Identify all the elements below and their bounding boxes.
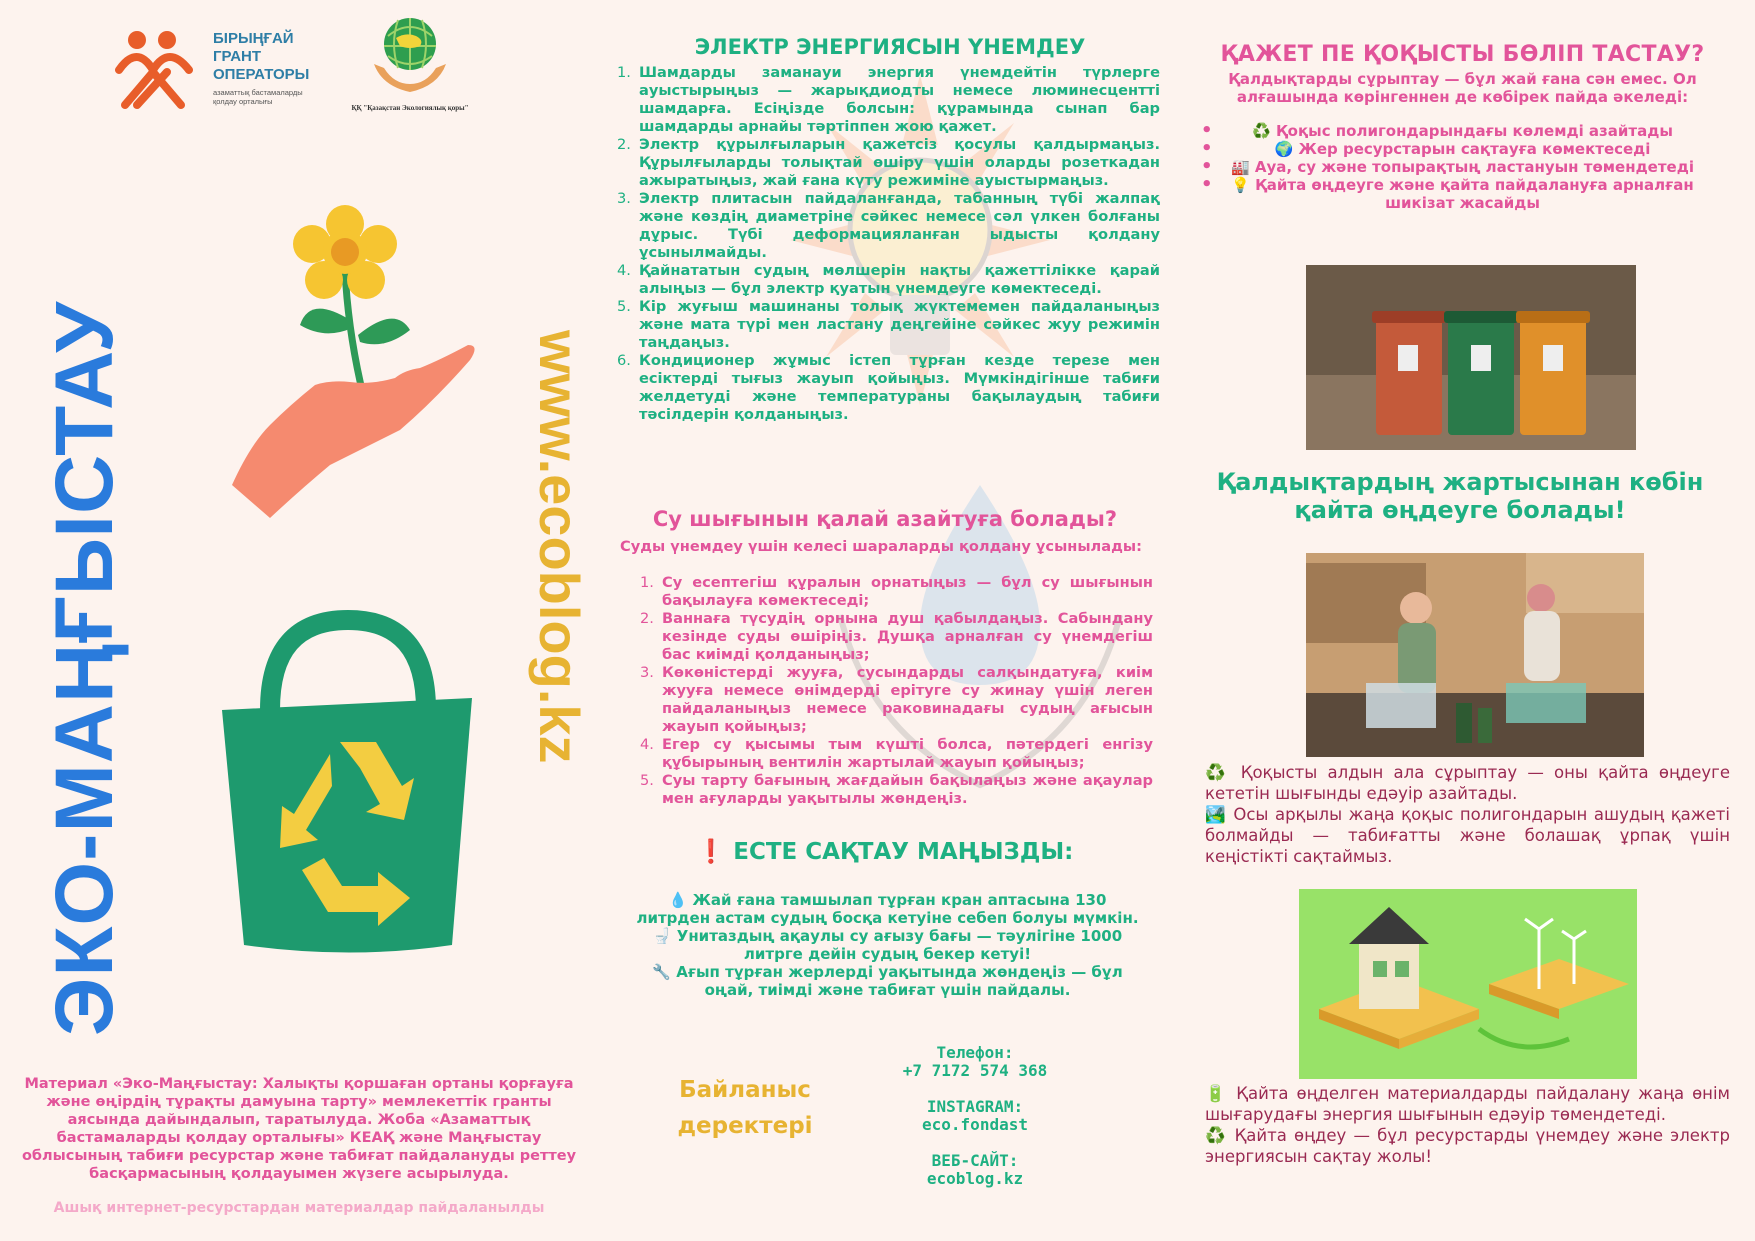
bulb-icon: 💡	[1231, 176, 1250, 194]
half-recyclable-heading: Қалдықтардың жартысынан көбін қайта өңдеуге болады!	[1216, 468, 1704, 524]
tote-bag-illustration	[210, 600, 490, 960]
bgo-sub-2: қолдау орталығы	[213, 97, 273, 106]
list-item: • 🌍 Жер ресурстарын сақтауға көмектеседі	[1205, 140, 1720, 158]
recycling-energy-paragraph: 🔋 Қайта өңделген материалдарды пайдалану жаңа өнім шығарудағы энергия шығынын едәуір төмендетеді. ♻️ Қайта өңдеу — бұл ресурстарды үнемдеу және электр энергиясын сақтау жолы!	[1205, 1084, 1730, 1166]
energy-list	[625, 64, 1160, 424]
list-item: Ваннаға түсудің орнына душ қабылдаңыз. Сабындану кезінде суды өшіріңіз. Душқа арналған су үнемдегіш бас киімді қолданыңыз;	[662, 610, 1153, 663]
waste-bullets	[1205, 122, 1720, 212]
bgo-logo-icon	[115, 30, 193, 110]
landscape-icon: 🏞️	[1205, 805, 1227, 824]
web-label: ВЕБ-САЙТ:	[931, 1151, 1019, 1170]
bgo-line-1: БІРЫҢҒАЙ	[213, 30, 294, 47]
list-item: • 🏭 Ауа, су және топырақтың ластануын төмендетеді	[1205, 158, 1720, 176]
list-item: Кір жуғыш машинаны толық жүктемемен пайдаланыңыз және мата түрі мен ластану деңгейіне сәйкес жуу режимін таңдаңыз.	[639, 298, 1160, 351]
remember-heading: ЕСТЕ САҚТАУ МАҢЫЗДЫ:	[733, 839, 1074, 865]
bgo-line-2: ГРАНТ	[213, 48, 262, 65]
list-item: Суы тарту бағының жағдайын бақылаңыз және ақаулар мен ағуларды уақытылы жөндеңіз.	[662, 772, 1153, 807]
phone-value[interactable]: +7 7172 574 368	[902, 1061, 1048, 1080]
bgo-sub-1: азаматтық бастамаларды	[213, 88, 303, 97]
exclamation-icon: ❗	[696, 839, 726, 865]
list-item: Су есептегіш құралын орнатыңыз — бұл су шығынын бақылауға көмектеседі;	[662, 574, 1153, 609]
list-item: Электр құрылғыларын қажетсіз қосулы қалдырмаңыз. Құрылғыларды толықтай өшіру үшін оларды розеткадан ажыратыңыз, жай ғана күту режиміне ауыстырмаңыз.	[639, 136, 1160, 189]
bgo-logo	[115, 30, 315, 110]
remember-item: 🔧 Ағып тұрған жерлерді уақытында жөндеңіз — бұл оңай, тиімді және табиғат үшін пайдалы.	[652, 963, 1123, 999]
bins-photo	[1306, 265, 1636, 450]
hand-icon	[232, 345, 475, 518]
fund-logo	[345, 14, 475, 114]
sorting-photo	[1306, 553, 1644, 757]
toilet-icon: 🚽	[652, 927, 672, 945]
waste-intro: Қалдықтарды сұрыптау — бұл жай ғана сән емес. Ол алғашында көрінгеннен де көбірек пайда әкеледі:	[1228, 70, 1697, 106]
sorting-paragraph: ♻️ Қоқысты алдын ала сұрыптау — оны қайта өңдеуге кететін шығынды едәуір азайтады. 🏞️ Осы арқылы жаңа қоқыс полигондарын ашудың қажеті болмайды — табиғатты және болашақ ұрпақ үшін кеңістікті сақтаймыз.	[1205, 763, 1731, 866]
fund-caption: ҚҚ "Қазақстан Экологиялық қоры"	[351, 104, 469, 112]
web-value[interactable]: ecoblog.kz	[926, 1169, 1024, 1188]
water-intro: Суды үнемдеу үшін келесі шараларды қолдану ұсынылады:	[620, 538, 1142, 555]
recycle-small-icon: ♻️	[1205, 1126, 1228, 1145]
water-heading: Су шығынын қалай азайтуға болады?	[652, 507, 1118, 531]
green-energy-illustration	[1299, 889, 1637, 1079]
remember-notes	[630, 891, 1145, 999]
globe-hands-icon	[370, 14, 450, 99]
list-item: Егер су қысымы тым күшті болса, пәтердегі енгізу құбырының вентилін жартылай жауып қойыңыз;	[662, 736, 1153, 771]
phone-label: Телефон:	[936, 1043, 1014, 1062]
energy-heading: ЭЛЕКТР ЭНЕРГИЯСЫН ҮНЕМДЕУ	[694, 35, 1086, 59]
source-note: Ашық интернет-ресурстардан материалдар пайдаланылды	[53, 1200, 545, 1216]
globe-icon: 🌍	[1274, 140, 1294, 158]
list-item: Көкөністерді жууға, сусындарды салқындатуға, киім жууға немесе өнімдерді ерітуге су жинау үшін леген пайдаланыңыз немесе раковинадағы судың ағысын жауып қойыңыз;	[662, 664, 1153, 735]
hand-flower-illustration	[230, 200, 490, 520]
list-item: Шамдарды заманауи энергия үнемдейтін түрлерге ауыстырыңыз — жарықдиодты немесе люминесцентті шамдарға. Есіңізде болсын: құрамында сынап бар шамдарды арнайы тәртіппен жою қажет.	[639, 64, 1160, 135]
battery-icon: 🔋	[1205, 1084, 1229, 1103]
website-vertical: www.ecoblog.kz	[528, 330, 591, 764]
contacts-label: Байланыс деректері	[677, 1077, 813, 1139]
instagram-value[interactable]: eco.fondast	[922, 1115, 1028, 1134]
list-item: Қайнататын судың мөлшерін нақты қажеттілікке қарай алыңыз — бұл электр қуатын үнемдеуге көмектеседі.	[639, 262, 1160, 297]
water-list	[648, 574, 1153, 808]
droplet-icon: 💧	[668, 891, 688, 909]
list-item: • 💡 Қайта өңдеуге және қайта пайдалануға арналған шикізат жасайды	[1205, 176, 1720, 212]
list-item: Кондиционер жұмыс істеп тұрған кезде терезе мен есіктерді тығыз жауып қойыңыз. Мүмкіндігінше табиғи желдетуді және температураны бақылаудың табиғи тәсілдерін қолданыңыз.	[639, 352, 1160, 423]
material-note: Материал «Эко-Маңғыстау: Халықты қоршаған ортаны қорғауға және өңірдің тұрақты дамуына тарту» мемлекеттік гранты аясында дайындалып, таратылуда. Жоба «Азаматтық бастамаларды қолдау орталығы» КЕАҚ және Маңғыстау облысының табиғи ресурстар және табиғат пайдалануды реттеу басқармасының қолдауымен жүзеге асырылуда.	[21, 1076, 577, 1182]
instagram-label: INSTAGRAM:	[926, 1097, 1024, 1116]
list-item: Электр плитасын пайдаланғанда, табанның түбі жалпақ және көздің диаметріне сәйкес немесе сәл үлкен болғаны дұрыс. Түбі деформацияланған ыдысты қолдану ұсынылмайды.	[639, 190, 1160, 261]
waste-heading: ҚАЖЕТ ПЕ ҚОҚЫСТЫ БӨЛІП ТАСТАУ?	[1220, 42, 1705, 67]
bgo-line-3: ОПЕРАТОРЫ	[213, 66, 310, 83]
remember-item: 💧 Жай ғана тамшылап тұрған кран аптасына 130 литрден астам судың босқа кетуіне себеп болуы мүмкін.	[636, 891, 1139, 927]
flower-icon	[293, 205, 410, 390]
list-item: • ♻️ Қоқыс полигондарындағы көлемді азайтады	[1205, 122, 1720, 140]
recycle-small-icon: ♻️	[1252, 122, 1271, 140]
main-title: ЭКО-МАҢҒЫСТАУ	[39, 300, 130, 1036]
remember-heading-row	[615, 838, 1155, 865]
recycle-small-icon: ♻️	[1205, 763, 1231, 782]
factory-icon: 🏭	[1231, 158, 1250, 176]
remember-item: 🚽 Унитаздың ақаулы су ағызу бағы — тәулігіне 1000 литрге дейін судың бекер кетуі!	[652, 927, 1123, 963]
contacts-block	[860, 1044, 1090, 1188]
wrench-icon: 🔧	[652, 963, 671, 981]
